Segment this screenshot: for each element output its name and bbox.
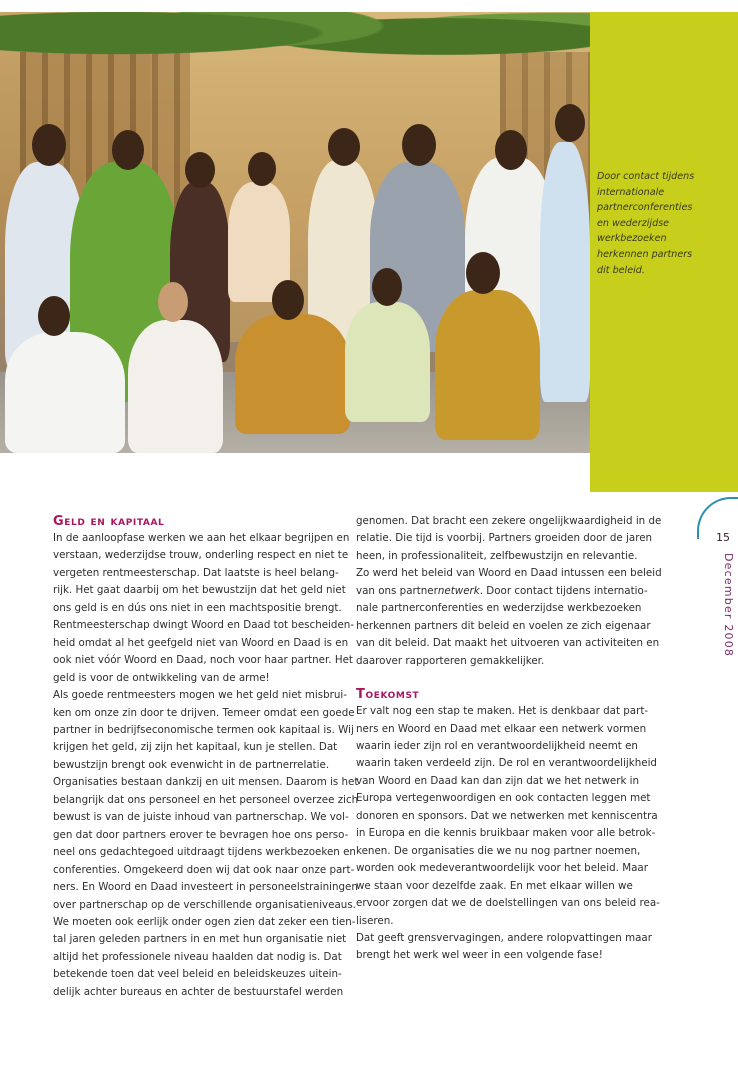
text-line: in Europa en die kennis bruikbaar maken voor alle betrok- — [356, 827, 656, 840]
text-line: we staan voor dezelfde zaak. En met elkaar willen we — [356, 879, 633, 892]
left-column-body — [53, 530, 359, 1001]
text-line: rijk. Het gaat daarbij om het bewustzijn dat het geld niet — [53, 584, 346, 597]
caption-line: dit beleid. — [597, 264, 645, 276]
text-line: Als goede rentmeesters mogen we het geld niet misbrui- — [53, 689, 347, 702]
right-column-body-middle — [356, 600, 660, 670]
text-line: liseren. — [356, 914, 394, 927]
text-line: daarover rapporteren gemakkelijker. — [356, 654, 545, 667]
text-line: betekende toen dat veel beleid en beleidskeuzes uitein- — [53, 968, 342, 981]
photo-person — [128, 320, 223, 453]
right-column — [356, 513, 662, 965]
text-line: krijgen het geld, zij zijn het kapitaal, kun je stellen. Dat — [53, 741, 338, 754]
text-line: conferenties. Omgekeerd doen wij dat ook naar onze part- — [53, 863, 355, 876]
text-line: tal jaren geleden partners in en met hun organisatie niet — [53, 933, 347, 946]
photo-head — [555, 104, 585, 142]
text-line: kenen. De organisaties die we nu nog partner noemen, — [356, 844, 641, 857]
photo-head — [248, 152, 276, 186]
text-line: Organisaties bestaan dankzij en uit mensen. Daarom is het — [53, 776, 359, 789]
caption-line: internationale — [597, 186, 665, 198]
photo-head — [272, 280, 304, 320]
right-column-body-top — [356, 513, 662, 583]
caption-line: Door contact tijdens — [597, 171, 695, 182]
text-line: heen, in professionaliteit, zelfbewustzijn en relevantie. — [356, 549, 638, 562]
left-column — [53, 513, 359, 1001]
photo-head — [158, 282, 188, 322]
photo-head — [38, 296, 70, 336]
photo-head — [466, 252, 500, 294]
text-line: ook niet vóór Woord en Daad, noch voor haar partner. Het — [53, 654, 353, 667]
text-line: delijk achter bureaus en achter de bestuurstafel werden — [53, 985, 344, 998]
text-line: Zo werd het beleid van Woord en Daad intussen een beleid — [356, 567, 662, 580]
photo-head — [495, 130, 527, 170]
text-line: ons geld is en dús ons niet in een machtspositie brengt. — [53, 601, 342, 614]
text-line: In de aanloopfase werken we aan het elkaar begrijpen en — [53, 532, 350, 544]
photo-person — [345, 302, 430, 422]
group-photo — [0, 12, 590, 453]
text-line: herkennen partners dit beleid en voelen ze zich eigenaar — [356, 619, 651, 632]
caption-line: herkennen partners — [597, 248, 693, 260]
text-line: donoren en sponsors. Dat we netwerken met kenniscentra — [356, 809, 658, 822]
section-heading-geld: Geld en kapitaal — [53, 514, 165, 529]
photo-head — [372, 268, 402, 306]
text-line: over partnerschap op de verschillende organisatieniveaus. — [53, 898, 356, 911]
text-line: van dit beleid. Dat maakt het uitvoeren van activiteiten en — [356, 637, 660, 650]
page-number: 15 — [716, 531, 730, 544]
text-line: heid omdat al het geefgeld niet van Woord en Daad is en — [53, 636, 349, 649]
text-line: vergeten rentmeesterschap. Dat laatste is heel belang- — [53, 566, 339, 579]
photo-head — [112, 130, 144, 170]
text-line: Dat geeft grensvervagingen, andere rolopvattingen maar — [356, 931, 652, 944]
text-line: verstaan, wederzijdse trouw, onderling respect en niet te — [53, 549, 349, 562]
text-line: bewustzijn brengt ook evenwicht in de partnerrelatie. — [53, 758, 330, 771]
text-line: van Woord en Daad kan dan zijn dat we het netwerk in — [356, 774, 640, 787]
text-line: belangrijk dat ons personeel en het personeel overzee zich — [53, 793, 359, 806]
text-line: Er valt nog een stap te maken. Het is denkbaar dat part- — [356, 705, 649, 718]
text-line: geld is voor de ontwikkeling van de arme! — [53, 671, 270, 684]
text-line: gen dat door partners erover te bevragen hoe ons perso- — [53, 828, 349, 841]
text-line: waarin ieder zijn rol en verantwoordelijkheid neemt en — [356, 739, 638, 752]
section-heading-toekomst: Toekomst — [356, 687, 420, 703]
photo-person — [540, 142, 590, 402]
text-line: ners en Woord en Daad met elkaar een netwerk vormen — [356, 722, 647, 735]
caption-line: werkbezoeken — [597, 233, 667, 245]
photo-person — [5, 332, 125, 453]
caption-line: partnerconferenties — [597, 202, 693, 214]
text-line: bewust is van de juiste inhoud van partnerschap. We vol- — [53, 811, 349, 824]
text-line: genomen. Dat bracht een zekere ongelijkwaardigheid in de — [356, 515, 662, 527]
text-line: worden ook medeverantwoordelijk voor het beleid. Maar — [356, 862, 648, 875]
text-line: neel ons gedachtegoed uitdraagt tijdens werkbezoeken en — [53, 846, 356, 859]
photo-head — [402, 124, 436, 166]
photo-foliage — [0, 12, 590, 82]
photo-head — [185, 152, 215, 188]
text-line: ners. En Woord en Daad investeert in personeelstrainingen — [53, 881, 358, 894]
photo-head — [328, 128, 360, 166]
text-line: ervoor zorgen dat we de doelstellingen van ons beleid rea- — [356, 897, 660, 910]
text-line: brengt het werk wel weer in een volgende fase! — [356, 949, 603, 962]
issue-date: December 2008 — [722, 553, 735, 658]
text-line: nale partnerconferenties en wederzijdse werkbezoeken — [356, 602, 642, 615]
photo-caption — [597, 169, 717, 278]
text-line: ken om onze zin door te drijven. Temeer omdat een goede — [53, 706, 355, 719]
photo-head — [32, 124, 66, 166]
photo-person — [435, 290, 540, 440]
right-column-body-bottom — [356, 703, 660, 965]
text-line: van ons partnernetwerk. Door contact tijdens internatio- — [356, 584, 648, 597]
text-line: waarin taken verdeeld zijn. De rol en verantwoordelijkheid — [356, 757, 657, 770]
text-line: Europa vertegenwoordigen en ook contacten leggen met — [356, 792, 651, 805]
text-line: altijd het professionele niveau haalden dat nodig is. Dat — [53, 950, 342, 963]
text-line: Rentmeesterschap dwingt Woord en Daad tot bescheiden- — [53, 619, 355, 632]
text-line: We moeten ook eerlijk onder ogen zien dat zeker een tien- — [53, 915, 356, 928]
text-line: partner in bedrijfseconomische termen ook kapitaal is. Wij — [53, 723, 354, 736]
photo-person — [235, 314, 350, 434]
text-line: relatie. Die tijd is voorbij. Partners groeiden door de jaren — [356, 532, 653, 545]
caption-line: en wederzijdse — [597, 217, 670, 229]
